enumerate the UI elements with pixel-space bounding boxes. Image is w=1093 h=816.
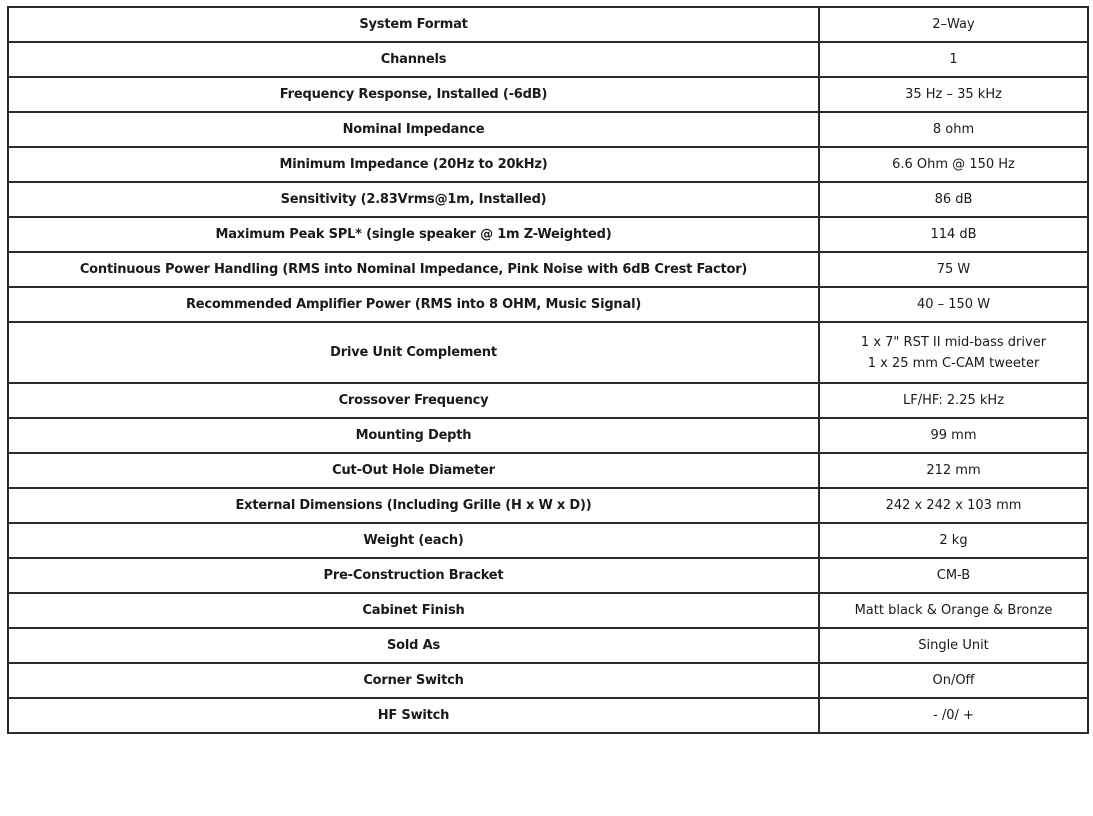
spec-label: Channels <box>8 42 819 77</box>
spec-value: 8 ohm <box>819 112 1088 147</box>
spec-value: 99 mm <box>819 418 1088 453</box>
spec-value: Single Unit <box>819 628 1088 663</box>
spec-value: 2–Way <box>819 7 1088 42</box>
spec-row-sensitivity <box>8 182 1088 217</box>
spec-label: Drive Unit Complement <box>8 322 819 383</box>
spec-value: 242 x 242 x 103 mm <box>819 488 1088 523</box>
spec-row-crossover-frequency <box>8 383 1088 418</box>
spec-row-maximum-peak-spl <box>8 217 1088 252</box>
spec-value: 1 <box>819 42 1088 77</box>
spec-row-nominal-impedance <box>8 112 1088 147</box>
spec-value-line: 1 x 7" RST II mid-bass driver <box>860 334 1047 350</box>
spec-label: Nominal Impedance <box>8 112 819 147</box>
spec-value: 6.6 Ohm @ 150 Hz <box>819 147 1088 182</box>
spec-row-continuous-power-handling <box>8 252 1088 287</box>
spec-label: Sensitivity (2.83Vrms@1m, Installed) <box>8 182 819 217</box>
spec-value: 40 – 150 W <box>819 287 1088 322</box>
spec-value: 75 W <box>819 252 1088 287</box>
spec-row-channels <box>8 42 1088 77</box>
spec-row-mounting-depth <box>8 418 1088 453</box>
spec-label: Pre-Construction Bracket <box>8 558 819 593</box>
spec-value: 35 Hz – 35 kHz <box>819 77 1088 112</box>
spec-label: Weight (each) <box>8 523 819 558</box>
spec-row-cut-out-hole-diameter <box>8 453 1088 488</box>
spec-value-line: 1 x 25 mm C-CAM tweeter <box>867 355 1040 371</box>
spec-label: Corner Switch <box>8 663 819 698</box>
spec-value: 86 dB <box>819 182 1088 217</box>
spec-value: 212 mm <box>819 453 1088 488</box>
spec-row-weight <box>8 523 1088 558</box>
spec-row-cabinet-finish <box>8 593 1088 628</box>
spec-row-corner-switch <box>8 663 1088 698</box>
spec-row-pre-construction-bracket <box>8 558 1088 593</box>
spec-value: Matt black & Orange & Bronze <box>819 593 1088 628</box>
spec-row-external-dimensions <box>8 488 1088 523</box>
spec-label: Mounting Depth <box>8 418 819 453</box>
spec-label: System Format <box>8 7 819 42</box>
spec-row-system-format <box>8 7 1088 42</box>
spec-label: Cabinet Finish <box>8 593 819 628</box>
spec-row-drive-unit-complement <box>8 322 1088 383</box>
spec-value: CM-B <box>819 558 1088 593</box>
spec-label: Cut-Out Hole Diameter <box>8 453 819 488</box>
spec-label: Recommended Amplifier Power (RMS into 8 OHM, Music Signal) <box>8 287 819 322</box>
spec-row-minimum-impedance <box>8 147 1088 182</box>
spec-value: - /0/ + <box>819 698 1088 733</box>
spec-label: Frequency Response, Installed (-6dB) <box>8 77 819 112</box>
spec-value: On/Off <box>819 663 1088 698</box>
spec-table-body <box>8 7 1088 733</box>
spec-value: LF/HF: 2.25 kHz <box>819 383 1088 418</box>
spec-value: 114 dB <box>819 217 1088 252</box>
spec-label: External Dimensions (Including Grille (H x W x D)) <box>8 488 819 523</box>
spec-value <box>819 322 1088 383</box>
spec-row-hf-switch <box>8 698 1088 733</box>
spec-label: Sold As <box>8 628 819 663</box>
spec-value: 2 kg <box>819 523 1088 558</box>
spec-label: Continuous Power Handling (RMS into Nominal Impedance, Pink Noise with 6dB Crest Factor) <box>8 252 819 287</box>
spec-label: Minimum Impedance (20Hz to 20kHz) <box>8 147 819 182</box>
spec-table <box>7 6 1089 734</box>
spec-row-sold-as <box>8 628 1088 663</box>
spec-row-frequency-response <box>8 77 1088 112</box>
spec-label: Maximum Peak SPL* (single speaker @ 1m Z-Weighted) <box>8 217 819 252</box>
spec-label: Crossover Frequency <box>8 383 819 418</box>
spec-row-recommended-amplifier-power <box>8 287 1088 322</box>
spec-label: HF Switch <box>8 698 819 733</box>
